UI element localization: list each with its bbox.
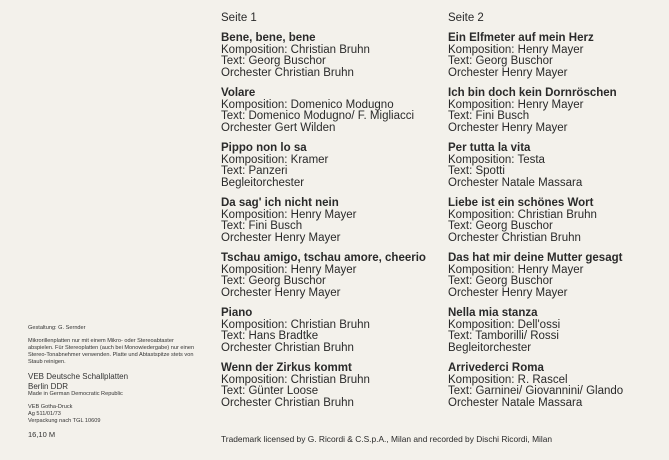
song-title: Volare (221, 87, 256, 99)
side-1-title: Seite 1 (221, 12, 257, 24)
song-title: Da sag' ich nicht nein (221, 197, 339, 209)
song-title: Ich bin doch kein Dornröschen (448, 87, 617, 99)
song-title: Pippo non lo sa (221, 142, 307, 154)
song-title: Tschau amigo, tschau amore, cheerio (221, 252, 426, 264)
catalog-code: 16,10 M (28, 430, 56, 439)
song-credit-line: Komposition: Kramer (221, 153, 329, 166)
song-credit-line: Orchester Henry Mayer (448, 66, 568, 79)
made-in: Made in German Democratic Republic (28, 391, 123, 397)
song-credit-line: Orchester Natale Massara (448, 396, 583, 409)
song-entry (448, 253, 663, 299)
song-credit-line: Komposition: Christian Bruhn (221, 43, 370, 56)
song-title: Liebe ist ein schönes Wort (448, 197, 594, 209)
credits-block (28, 325, 198, 438)
song-credit-line: Text: Georg Buschor (448, 275, 553, 287)
song-credit-line: Orchester Gert Wilden (221, 121, 336, 134)
song-entry (221, 198, 436, 244)
trademark-notice: Trademark licensed by G. Ricordi & C.S.p.A., Milan and recorded by Dischi Ricordi, Milan (221, 434, 553, 444)
song-title: Piano (221, 307, 253, 319)
song-credit-line: Text: Panzeri (221, 165, 288, 177)
song-credit-line: Text: Spotti (448, 165, 505, 177)
packaging-norm: Verpackung nach TGL 10609 (28, 418, 101, 424)
song-credit-line: Text: Tamborilli/ Rossi (448, 330, 559, 342)
song-entry (448, 308, 663, 354)
song-title: Nella mia stanza (448, 307, 538, 319)
song-entry (221, 308, 436, 354)
song-title: Wenn der Zirkus kommt (221, 362, 352, 374)
song-entry (448, 88, 663, 134)
printer: VEB Gotha-Druck (28, 404, 73, 410)
song-credit-line: Text: Georg Buschor (448, 55, 553, 67)
song-credit-line: Komposition: Henry Mayer (448, 43, 584, 56)
song-entry (221, 33, 436, 79)
song-credit-line: Text: Garninei/ Giovannini/ Glando (448, 385, 624, 397)
song-entry (448, 143, 663, 189)
song-credit-line: Komposition: Domenico Modugno (221, 98, 394, 111)
label-city: Berlin DDR (28, 381, 69, 391)
song-credit-line: Komposition: Henry Mayer (221, 208, 357, 221)
song-credit-line: Komposition: Henry Mayer (448, 263, 584, 276)
song-credit-line: Orchester Christian Bruhn (221, 396, 354, 409)
song-credit-line: Text: Georg Buschor (221, 55, 326, 67)
song-credit-line: Text: Domenico Modugno/ F. Migliacci (221, 110, 415, 122)
song-credit-line: Text: Georg Buschor (448, 220, 553, 232)
song-credit-line: Orchester Henry Mayer (221, 286, 341, 299)
side-2-title: Seite 2 (448, 12, 484, 24)
song-title: Per tutta la vita (448, 142, 531, 154)
song-credit-line: Komposition: R. Rascel (448, 373, 568, 386)
song-entry (221, 253, 436, 299)
song-credit-line: Text: Hans Bradtke (221, 330, 319, 342)
song-credit-line: Komposition: Henry Mayer (448, 98, 584, 111)
song-credit-line: Orchester Christian Bruhn (448, 231, 581, 244)
song-credit-line: Orchester Henry Mayer (448, 286, 568, 299)
song-credit-line: Orchester Christian Bruhn (221, 341, 354, 354)
song-credit-line: Komposition: Henry Mayer (221, 263, 357, 276)
song-credit-line: Text: Fini Busch (448, 110, 530, 122)
song-credit-line: Begleitorchester (221, 176, 305, 189)
song-entry (448, 363, 663, 409)
song-entry (221, 363, 436, 409)
song-credit-line: Text: Günter Loose (221, 385, 319, 397)
song-credit-line: Komposition: Christian Bruhn (448, 208, 597, 221)
song-credit-line: Orchester Natale Massara (448, 176, 583, 189)
song-credit-line: Komposition: Christian Bruhn (221, 318, 370, 331)
song-title: Ein Elfmeter auf mein Herz (448, 32, 594, 44)
song-entry (448, 33, 663, 79)
song-title: Arrivederci Roma (448, 362, 544, 374)
song-credit-line: Text: Fini Busch (221, 220, 303, 232)
song-credit-line: Text: Georg Buschor (221, 275, 326, 287)
song-title: Das hat mir deine Mutter gesagt (448, 252, 623, 264)
song-entry (221, 88, 436, 134)
design-credit: Gestaltung: G. Sernder (28, 325, 86, 331)
song-credit-line: Komposition: Christian Bruhn (221, 373, 370, 386)
song-entry (448, 198, 663, 244)
song-credit-line: Komposition: Dell'ossi (448, 318, 561, 331)
song-entry (221, 143, 436, 189)
song-credit-line: Orchester Henry Mayer (448, 121, 568, 134)
side-2-column (448, 12, 663, 418)
song-credit-line: Orchester Henry Mayer (221, 231, 341, 244)
song-title: Bene, bene, bene (221, 32, 316, 44)
license-number: Ag 511/01/73 (28, 411, 61, 417)
song-credit-line: Orchester Christian Bruhn (221, 66, 354, 79)
song-credit-line: Komposition: Testa (448, 153, 545, 166)
side-1-column (221, 12, 436, 418)
playback-note: Mikrorillenplatten nur mit einem Mikro- oder Stereoabtaster abspielen. Für Stereoplatten (auch bei Monowiedergabe) nur einen Stereo-Tonabnehmer verwenden. Platte und Abtastspitze stets von Staub reinigen. (28, 338, 195, 365)
song-credit-line: Begleitorchester (448, 341, 532, 354)
record-label: VEB Deutsche Schallplatten (28, 372, 129, 381)
